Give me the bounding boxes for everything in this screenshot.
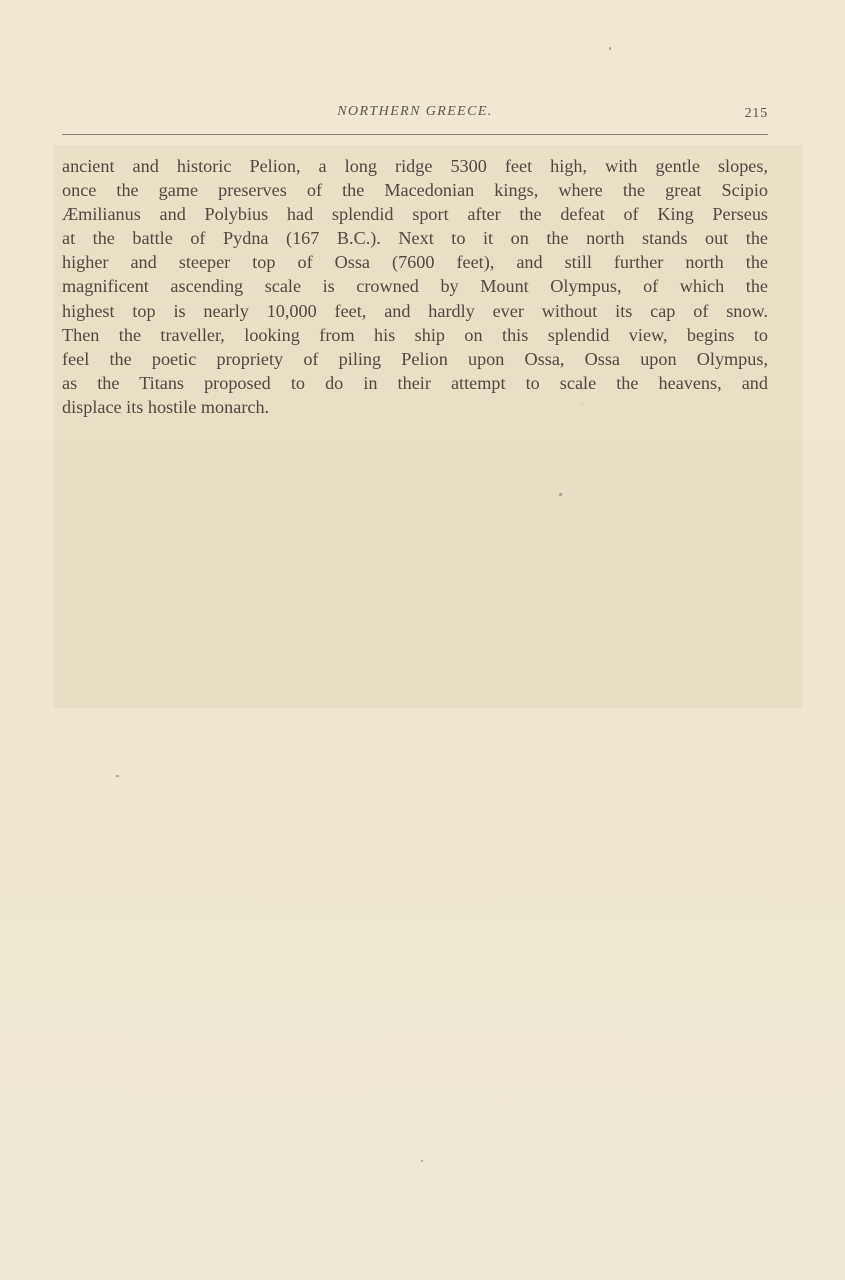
text-line: Æmilianus and Polybius had splendid sport after the defeat of King Perseus (62, 204, 768, 225)
text-line: higher and steeper top of Ossa (7600 feet), and still further north the (62, 252, 768, 273)
text-line: displace its hostile monarch. (62, 396, 270, 417)
speck-mark (609, 47, 611, 50)
text-line: highest top is nearly 10,000 feet, and hardly ever without its cap of snow. (62, 300, 768, 321)
body-text (62, 154, 768, 419)
page-header (62, 104, 768, 132)
text-line: at the battle of Pydna (167 B.C.). Next to it on the north stands out the (62, 228, 768, 249)
speck-mark (116, 775, 119, 777)
speck-mark (421, 1160, 423, 1162)
text-line: magnificent ascending scale is crowned by Mount Olympus, of which the (62, 276, 768, 297)
text-line: feel the poetic propriety of piling Pelion upon Ossa, Ossa upon Olympus, (62, 348, 768, 369)
header-rule (62, 134, 768, 135)
text-line: Then the traveller, looking from his ship on this splendid view, begins to (62, 324, 768, 345)
running-head: NORTHERN GREECE. (337, 104, 493, 119)
speck-mark (582, 403, 583, 404)
text-line: once the game preserves of the Macedonian kings, where the great Scipio (62, 180, 768, 201)
text-line: ancient and historic Pelion, a long ridge 5300 feet high, with gentle slopes, (62, 156, 768, 176)
text-line: as the Titans proposed to do in their attempt to scale the heavens, and (62, 372, 768, 393)
speck-mark (559, 493, 562, 496)
page-number: 215 (744, 106, 768, 121)
